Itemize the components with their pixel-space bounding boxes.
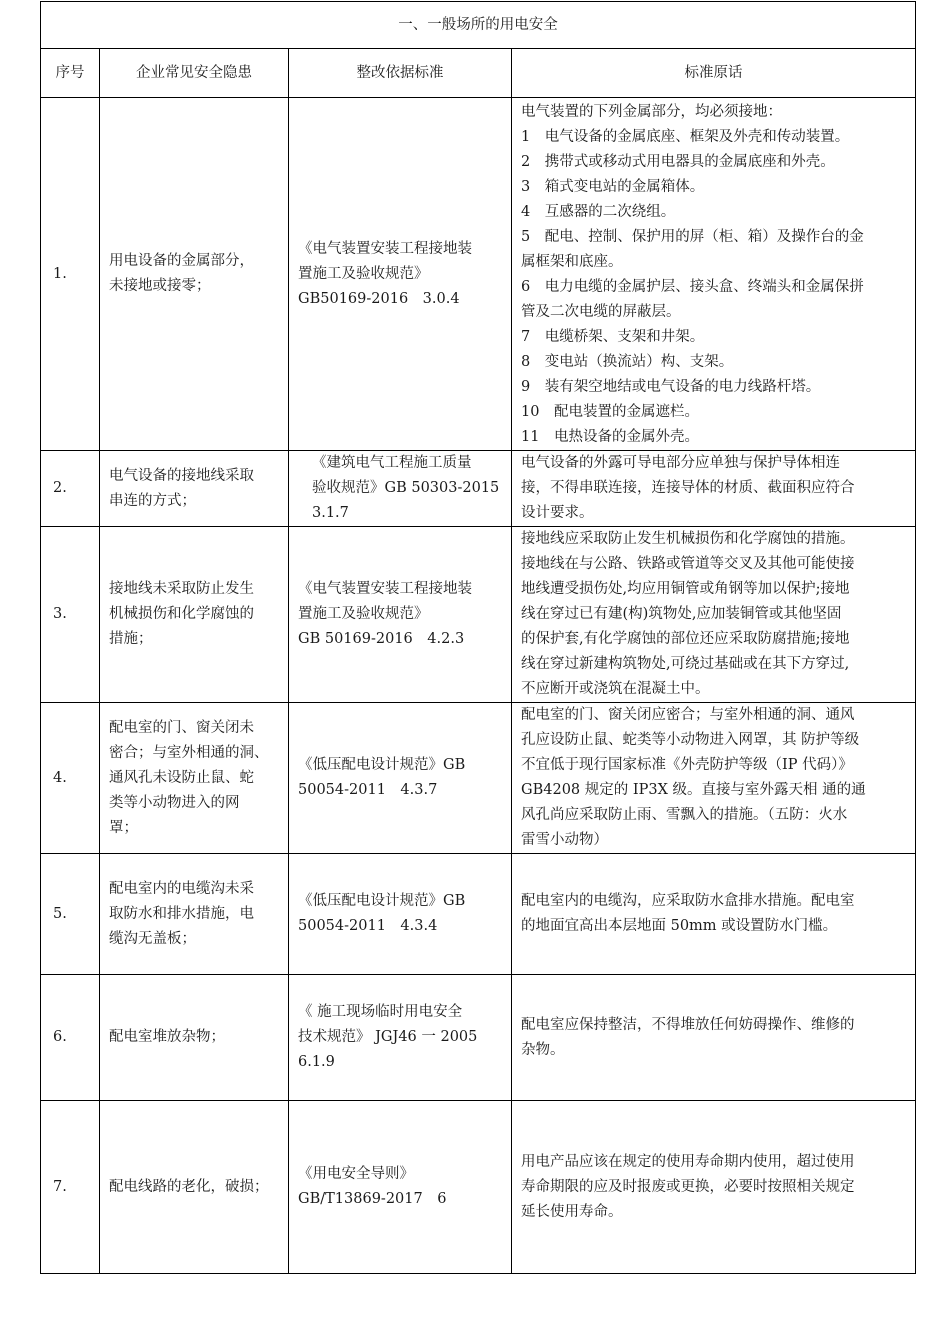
text-line: 设计要求。 (521, 505, 594, 521)
issue-cell (100, 451, 289, 527)
header-row (41, 49, 916, 98)
basis-line: 《低压配电设计规范》GB (298, 757, 466, 773)
text-line: 属框架和底座。 (521, 254, 623, 270)
text-line: 配电室的门、窗关闭应密合；与室外相通的洞、通风 (521, 707, 855, 723)
basis-cell (289, 703, 512, 854)
issue-line: 电气设备的接地线采取 (109, 467, 254, 484)
table-row (41, 703, 916, 854)
issue-line: 措施； (109, 631, 153, 647)
text-line: 配电室内的电缆沟，应采取防水盒排水措施。配电室 (521, 893, 855, 909)
text-line: 4 互感器的二次绕组。 (521, 204, 676, 220)
table-row (41, 854, 916, 975)
issue-line: 类等小动物进入的网 (109, 794, 240, 811)
basis-line: 50054-2011 4.3.4 (298, 918, 438, 934)
basis-line: 《电气装置安装工程接地装 (298, 581, 472, 597)
basis-cell (289, 975, 512, 1101)
basis-line: 6.1.9 (298, 1054, 335, 1070)
basis-line: GB50169-2016 3.0.4 (298, 290, 460, 307)
basis-line: 验收规范》GB 50303-2015 (312, 480, 500, 496)
text-line: 线在穿过已有建(构)筑物处,应加装铜管或其他坚固 (521, 606, 842, 622)
row-number: 4. (41, 703, 100, 854)
basis-line: 50054-2011 4.3.7 (298, 782, 438, 798)
text-cell (512, 703, 916, 854)
issue-line: 串连的方式； (109, 492, 196, 509)
issue-cell (100, 527, 289, 703)
text-line: 10 配电装置的金属遮栏。 (521, 404, 699, 420)
basis-line: GB/T13869-2017 6 (298, 1191, 447, 1207)
text-line: 7 电缆桥架、支架和井架。 (521, 329, 705, 345)
text-line: 接地线应采取防止发生机械损伤和化学腐蚀的措施。 (521, 531, 855, 547)
table-row (41, 975, 916, 1101)
text-line: 1 电气设备的金属底座、框架及外壳和传动装置。 (521, 129, 850, 145)
table-row (41, 98, 916, 451)
issue-line: 配电线路的老化，破损； (109, 1178, 269, 1195)
text-line: 11 电热设备的金属外壳。 (521, 429, 699, 445)
header-issue: 企业常见安全隐患 (100, 49, 289, 98)
issue-line: 机械损伤和化学腐蚀的 (109, 606, 254, 622)
issue-line: 通风孔未设防止鼠、蛇 (109, 769, 254, 786)
row-number: 7. (41, 1101, 100, 1274)
basis-line: 《用电安全导则》 (298, 1166, 414, 1182)
basis-line: 置施工及验收规范》 (298, 606, 429, 622)
text-line: 接，不得串联连接，连接导体的材质、截面积应符合 (521, 480, 855, 496)
issue-cell (100, 1101, 289, 1274)
issue-line: 罩； (109, 819, 138, 836)
text-line: 3 箱式变电站的金属箱体。 (521, 179, 705, 195)
text-line: 寿命期限的应及时报废或更换，必要时按照相关规定 (521, 1178, 855, 1195)
text-line: 的保护套,有化学腐蚀的部位还应采取防腐措施;接地 (521, 631, 850, 647)
basis-cell (289, 854, 512, 975)
text-line: 9 装有架空地结或电气设备的电力线路杆塔。 (521, 379, 821, 395)
text-cell (512, 451, 916, 527)
text-cell (512, 527, 916, 703)
text-line: 风孔尚应采取防止雨、雪飘入的措施。（五防：火水 (521, 807, 848, 823)
text-line: 5 配电、控制、保护用的屏（柜、箱）及操作台的金 (521, 229, 864, 245)
text-line: 不宜低于现行国家标准《外壳防护等级（IP 代码）》 (521, 757, 853, 773)
header-no: 序号 (41, 49, 100, 98)
text-line: 电气设备的外露可导电部分应单独与保护导体相连 (521, 455, 840, 471)
text-line: GB4208 规定的 IP3X 级。直接与室外露天相 通的通 (521, 782, 866, 798)
text-line: 配电室应保持整洁，不得堆放任何妨碍操作、维修的 (521, 1016, 855, 1033)
basis-line: 《低压配电设计规范》GB (298, 893, 466, 909)
text-line: 接地线在与公路、铁路或管道等交叉及其他可能使接 (521, 556, 855, 572)
row-number: 1. (41, 98, 100, 451)
text-cell (512, 98, 916, 451)
issue-line: 接地线未采取防止发生 (109, 581, 254, 597)
row-number: 6. (41, 975, 100, 1101)
issue-line: 密合；与室外相通的洞、 (109, 744, 269, 761)
text-line: 6 电力电缆的金属护层、接头盒、终端头和金属保拼 (521, 279, 864, 295)
basis-line: 置施工及验收规范》 (298, 265, 429, 282)
text-cell (512, 854, 916, 975)
issue-cell (100, 98, 289, 451)
text-line: 杂物。 (521, 1041, 565, 1058)
row-number: 2. (41, 451, 100, 527)
basis-line: 《电气装置安装工程接地装 (298, 240, 472, 257)
issue-line: 缆沟无盖板； (109, 930, 196, 947)
row-number: 5. (41, 854, 100, 975)
text-line: 管及二次电缆的屏蔽层。 (521, 304, 681, 320)
table-row (41, 451, 916, 527)
basis-line: GB 50169-2016 4.2.3 (298, 631, 465, 647)
issue-line: 配电室的门、窗关闭未 (109, 719, 254, 736)
text-line: 的地面宜高出本层地面 50mm 或设置防水门槛。 (521, 918, 838, 934)
table-title: 一、一般场所的用电安全 (41, 2, 916, 49)
basis-cell (289, 451, 512, 527)
issue-line: 配电室堆放杂物； (109, 1029, 225, 1045)
text-line: 延长使用寿命。 (521, 1203, 623, 1220)
text-line: 线在穿过新建构筑物处,可绕过基础或在其下方穿过, (521, 656, 850, 672)
basis-cell (289, 527, 512, 703)
text-line: 不应断开或浇筑在混凝土中。 (521, 681, 710, 697)
text-line: 孔应设防止鼠、蛇类等小动物进入网罩，其 防护等级 (521, 732, 860, 748)
basis-line: 技术规范》 JGJ46 一 2005 (298, 1029, 478, 1045)
issue-cell (100, 854, 289, 975)
header-basis: 整改依据标准 (289, 49, 512, 98)
issue-cell (100, 975, 289, 1101)
safety-table (40, 1, 916, 1274)
text-line: 用电产品应该在规定的使用寿命期内使用，超过使用 (521, 1153, 855, 1170)
text-line: 雷雪小动物） (521, 832, 608, 848)
text-line: 电气装置的下列金属部分，均必须接地： (521, 104, 782, 120)
table-row (41, 1101, 916, 1274)
issue-line: 未接地或接零； (109, 278, 211, 294)
text-line: 8 变电站（换流站）构、支架。 (521, 354, 734, 370)
issue-cell (100, 703, 289, 854)
text-cell (512, 975, 916, 1101)
text-line: 地线遭受损伤处,均应用铜管或角钢等加以保护;接地 (521, 581, 850, 597)
table-row (41, 527, 916, 703)
header-text: 标准原话 (512, 49, 916, 98)
basis-line: 《建筑电气工程施工质量 (312, 455, 472, 471)
text-cell (512, 1101, 916, 1274)
basis-cell (289, 1101, 512, 1274)
issue-line: 取防水和排水措施，电 (109, 905, 254, 922)
issue-line: 用电设备的金属部分， (109, 253, 254, 269)
issue-line: 配电室内的电缆沟未采 (109, 880, 254, 897)
text-line: 2 携带式或移动式用电器具的金属底座和外壳。 (521, 154, 835, 170)
basis-line: 3.1.7 (312, 505, 349, 521)
basis-cell (289, 98, 512, 451)
row-number: 3. (41, 527, 100, 703)
basis-line: 《 施工现场临时用电安全 (298, 1004, 463, 1020)
